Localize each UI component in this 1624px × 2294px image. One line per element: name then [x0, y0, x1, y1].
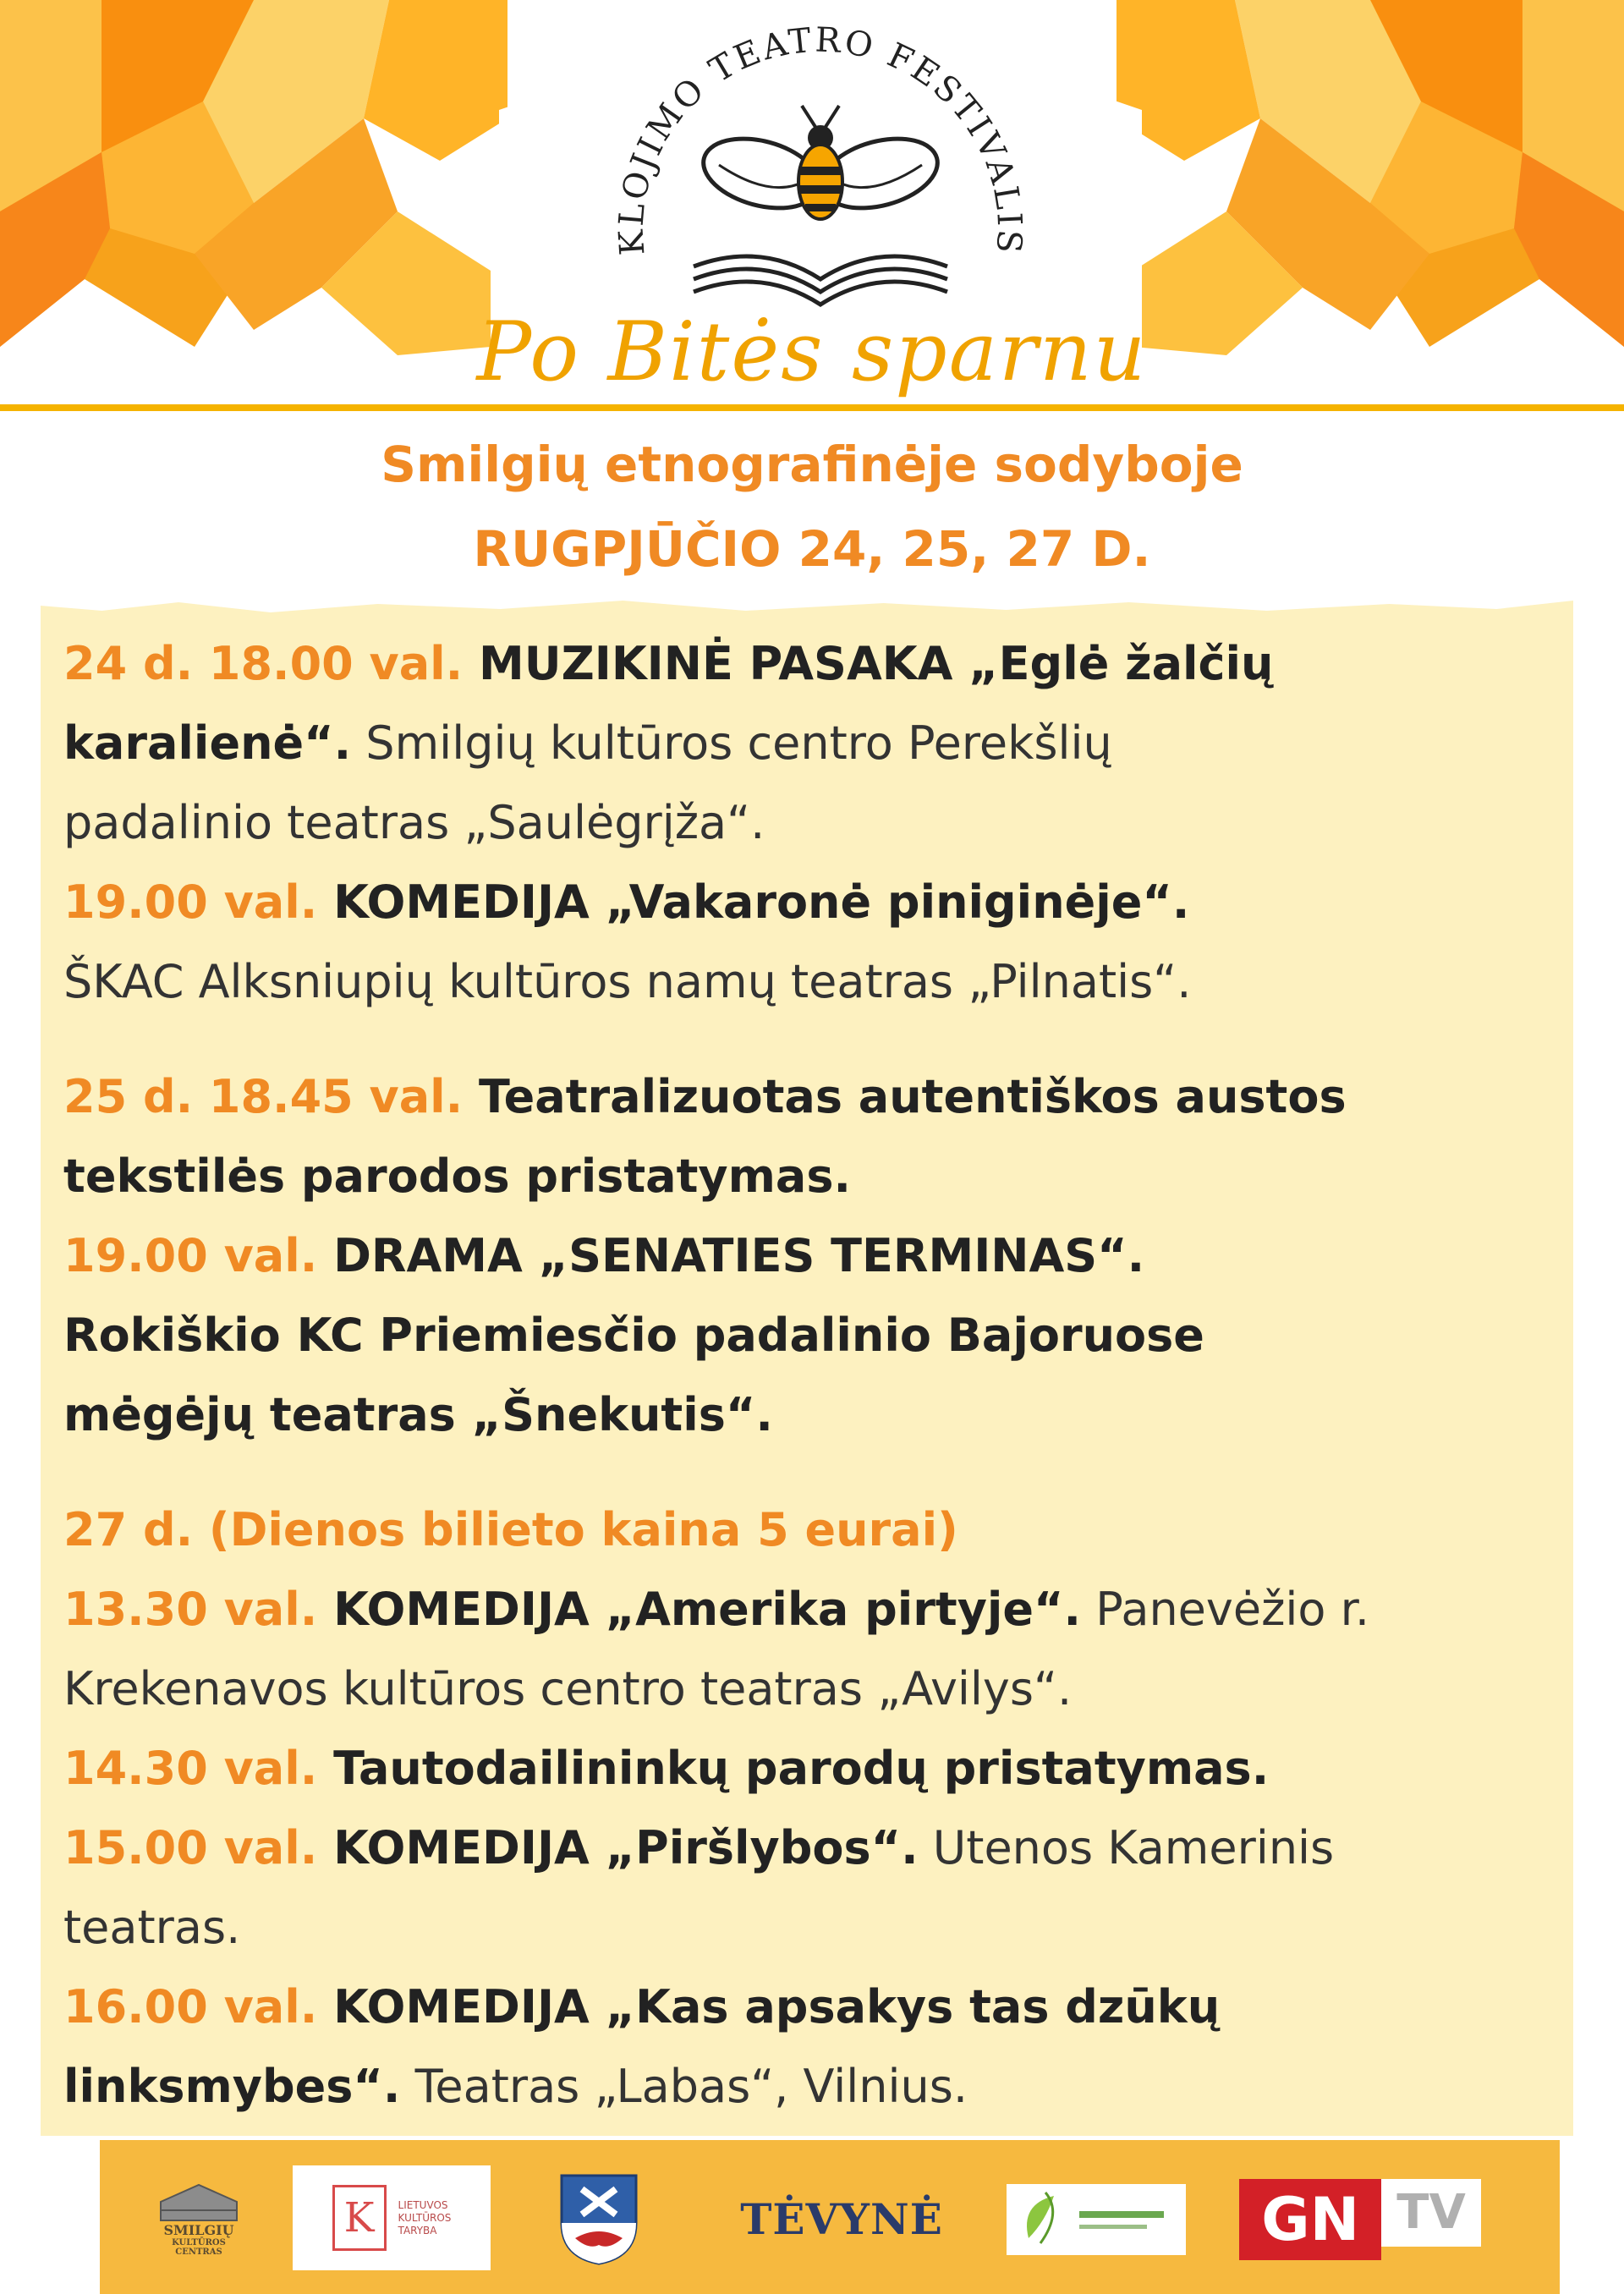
program-line [63, 1967, 1586, 2047]
smilgiu-kc-text: SMILGIŲ [163, 2221, 234, 2238]
event-desc: Panevėžio r. [1081, 1583, 1370, 1636]
ltk-text: TARYBA [398, 2224, 437, 2236]
event-time: 25 d. 18.45 val. [63, 1070, 464, 1123]
program-line [63, 1216, 1586, 1296]
partner-leaf-logo [1007, 2184, 1186, 2255]
event-title: Tautodailininkų parodų pristatymas. [317, 1742, 1270, 1795]
event-title: tekstilės parodos pristatymas. [63, 1150, 851, 1203]
event-title: karalienė“. [63, 716, 352, 770]
event-desc: Rokiškio KC Priemiesčio padalinio Bajoruose [63, 1309, 1204, 1362]
festival-logo [592, 21, 1049, 343]
ltk-text: KULTŪROS [398, 2211, 452, 2224]
program-line [63, 1888, 1586, 1967]
program-line [63, 942, 1586, 1022]
program-line [63, 1375, 1586, 1455]
event-desc: mėgėjų teatras „Šnekutis“. [63, 1388, 773, 1441]
smilgiu-kc-text: CENTRAS [175, 2247, 222, 2257]
program-line [63, 1649, 1586, 1729]
gn-mark: GN [1239, 2179, 1381, 2260]
coat-of-arms-icon [557, 2172, 641, 2265]
program-line [63, 2047, 1586, 2127]
event-time: 19.00 val. [63, 1229, 318, 1282]
event-title: MUZIKINĖ PASAKA „Eglė žalčių [463, 637, 1274, 690]
ltk-mark: K [332, 2185, 387, 2251]
event-desc: Smilgių kultūros centro Perekšlių [351, 716, 1112, 770]
open-book-icon [694, 256, 947, 305]
event-title: Teatralizuotas autentiškos austos [463, 1070, 1347, 1123]
program-line [63, 1570, 1586, 1649]
program-line [63, 1137, 1586, 1216]
venue-line: Smilgių etnografinėje sodyboje [381, 436, 1243, 493]
smilgiu-kc-text: KULTŪROS [172, 2237, 226, 2247]
event-title: linksmybes“. [63, 2060, 401, 2113]
bee-icon [696, 106, 946, 220]
program-line [63, 863, 1586, 942]
script-title: Po Bitės sparnu [476, 305, 1148, 399]
event-title: DRAMA „SENATIES TERMINAS“. [317, 1229, 1145, 1282]
program-line [63, 1808, 1586, 1888]
program-line [63, 1296, 1586, 1375]
event-desc: ŠKAC Alksniupių kultūros namų teatras „Pilnatis“. [63, 955, 1192, 1008]
event-title: KOMEDIJA „Kas apsakys tas dzūkų [317, 1980, 1221, 2033]
spacer [63, 1022, 1586, 1057]
event-desc: Krekenavos kultūros centro teatras „Avilys“. [63, 1662, 1073, 1715]
program-line [63, 783, 1586, 863]
sponsors-bar [100, 2140, 1560, 2294]
tevyne-logo: TĖVYNĖ [740, 2193, 943, 2244]
smilgiu-kc-logo [152, 2172, 245, 2265]
program-line [63, 624, 1586, 704]
program-line [63, 1057, 1586, 1137]
event-desc: padalinio teatras „Saulėgrįža“. [63, 796, 765, 849]
tv-mark: TV [1381, 2179, 1481, 2247]
event-title: KOMEDIJA „Amerika pirtyje“. [317, 1583, 1082, 1636]
program-line [63, 1490, 1586, 1570]
event-time: 19.00 val. [63, 875, 318, 929]
event-time: 15.00 val. [63, 1821, 318, 1874]
program-list [63, 624, 1586, 2127]
event-time: 13.30 val. [63, 1583, 318, 1636]
event-desc: Teatras „Labas“, Vilnius. [400, 2060, 968, 2113]
event-time: 24 d. 18.00 val. [63, 637, 464, 690]
dates-line: RUGPJŪČIO 24, 25, 27 D. [473, 520, 1151, 578]
logo-arc-text: KLOJIMO TEATRO FESTIVALIS [612, 21, 1029, 257]
event-time: 16.00 val. [63, 1980, 318, 2033]
event-desc: Utenos Kamerinis [918, 1821, 1335, 1874]
event-title: KOMEDIJA „Vakaronė piniginėje“. [317, 875, 1190, 929]
gold-divider [0, 404, 1624, 411]
barn-icon [156, 2181, 241, 2222]
event-title: KOMEDIJA „Piršlybos“. [317, 1821, 919, 1874]
ltk-logo [293, 2165, 491, 2270]
ltk-text: LIETUVOS [398, 2198, 448, 2211]
event-time: 14.30 val. [63, 1742, 318, 1795]
program-line [63, 704, 1586, 783]
day-header: 27 d. (Dienos bilieto kaina 5 eurai) [63, 1503, 958, 1556]
event-desc: teatras. [63, 1901, 241, 1954]
gntv-logo [1233, 2179, 1487, 2260]
spacer [63, 1455, 1586, 1490]
program-line [63, 1729, 1586, 1808]
